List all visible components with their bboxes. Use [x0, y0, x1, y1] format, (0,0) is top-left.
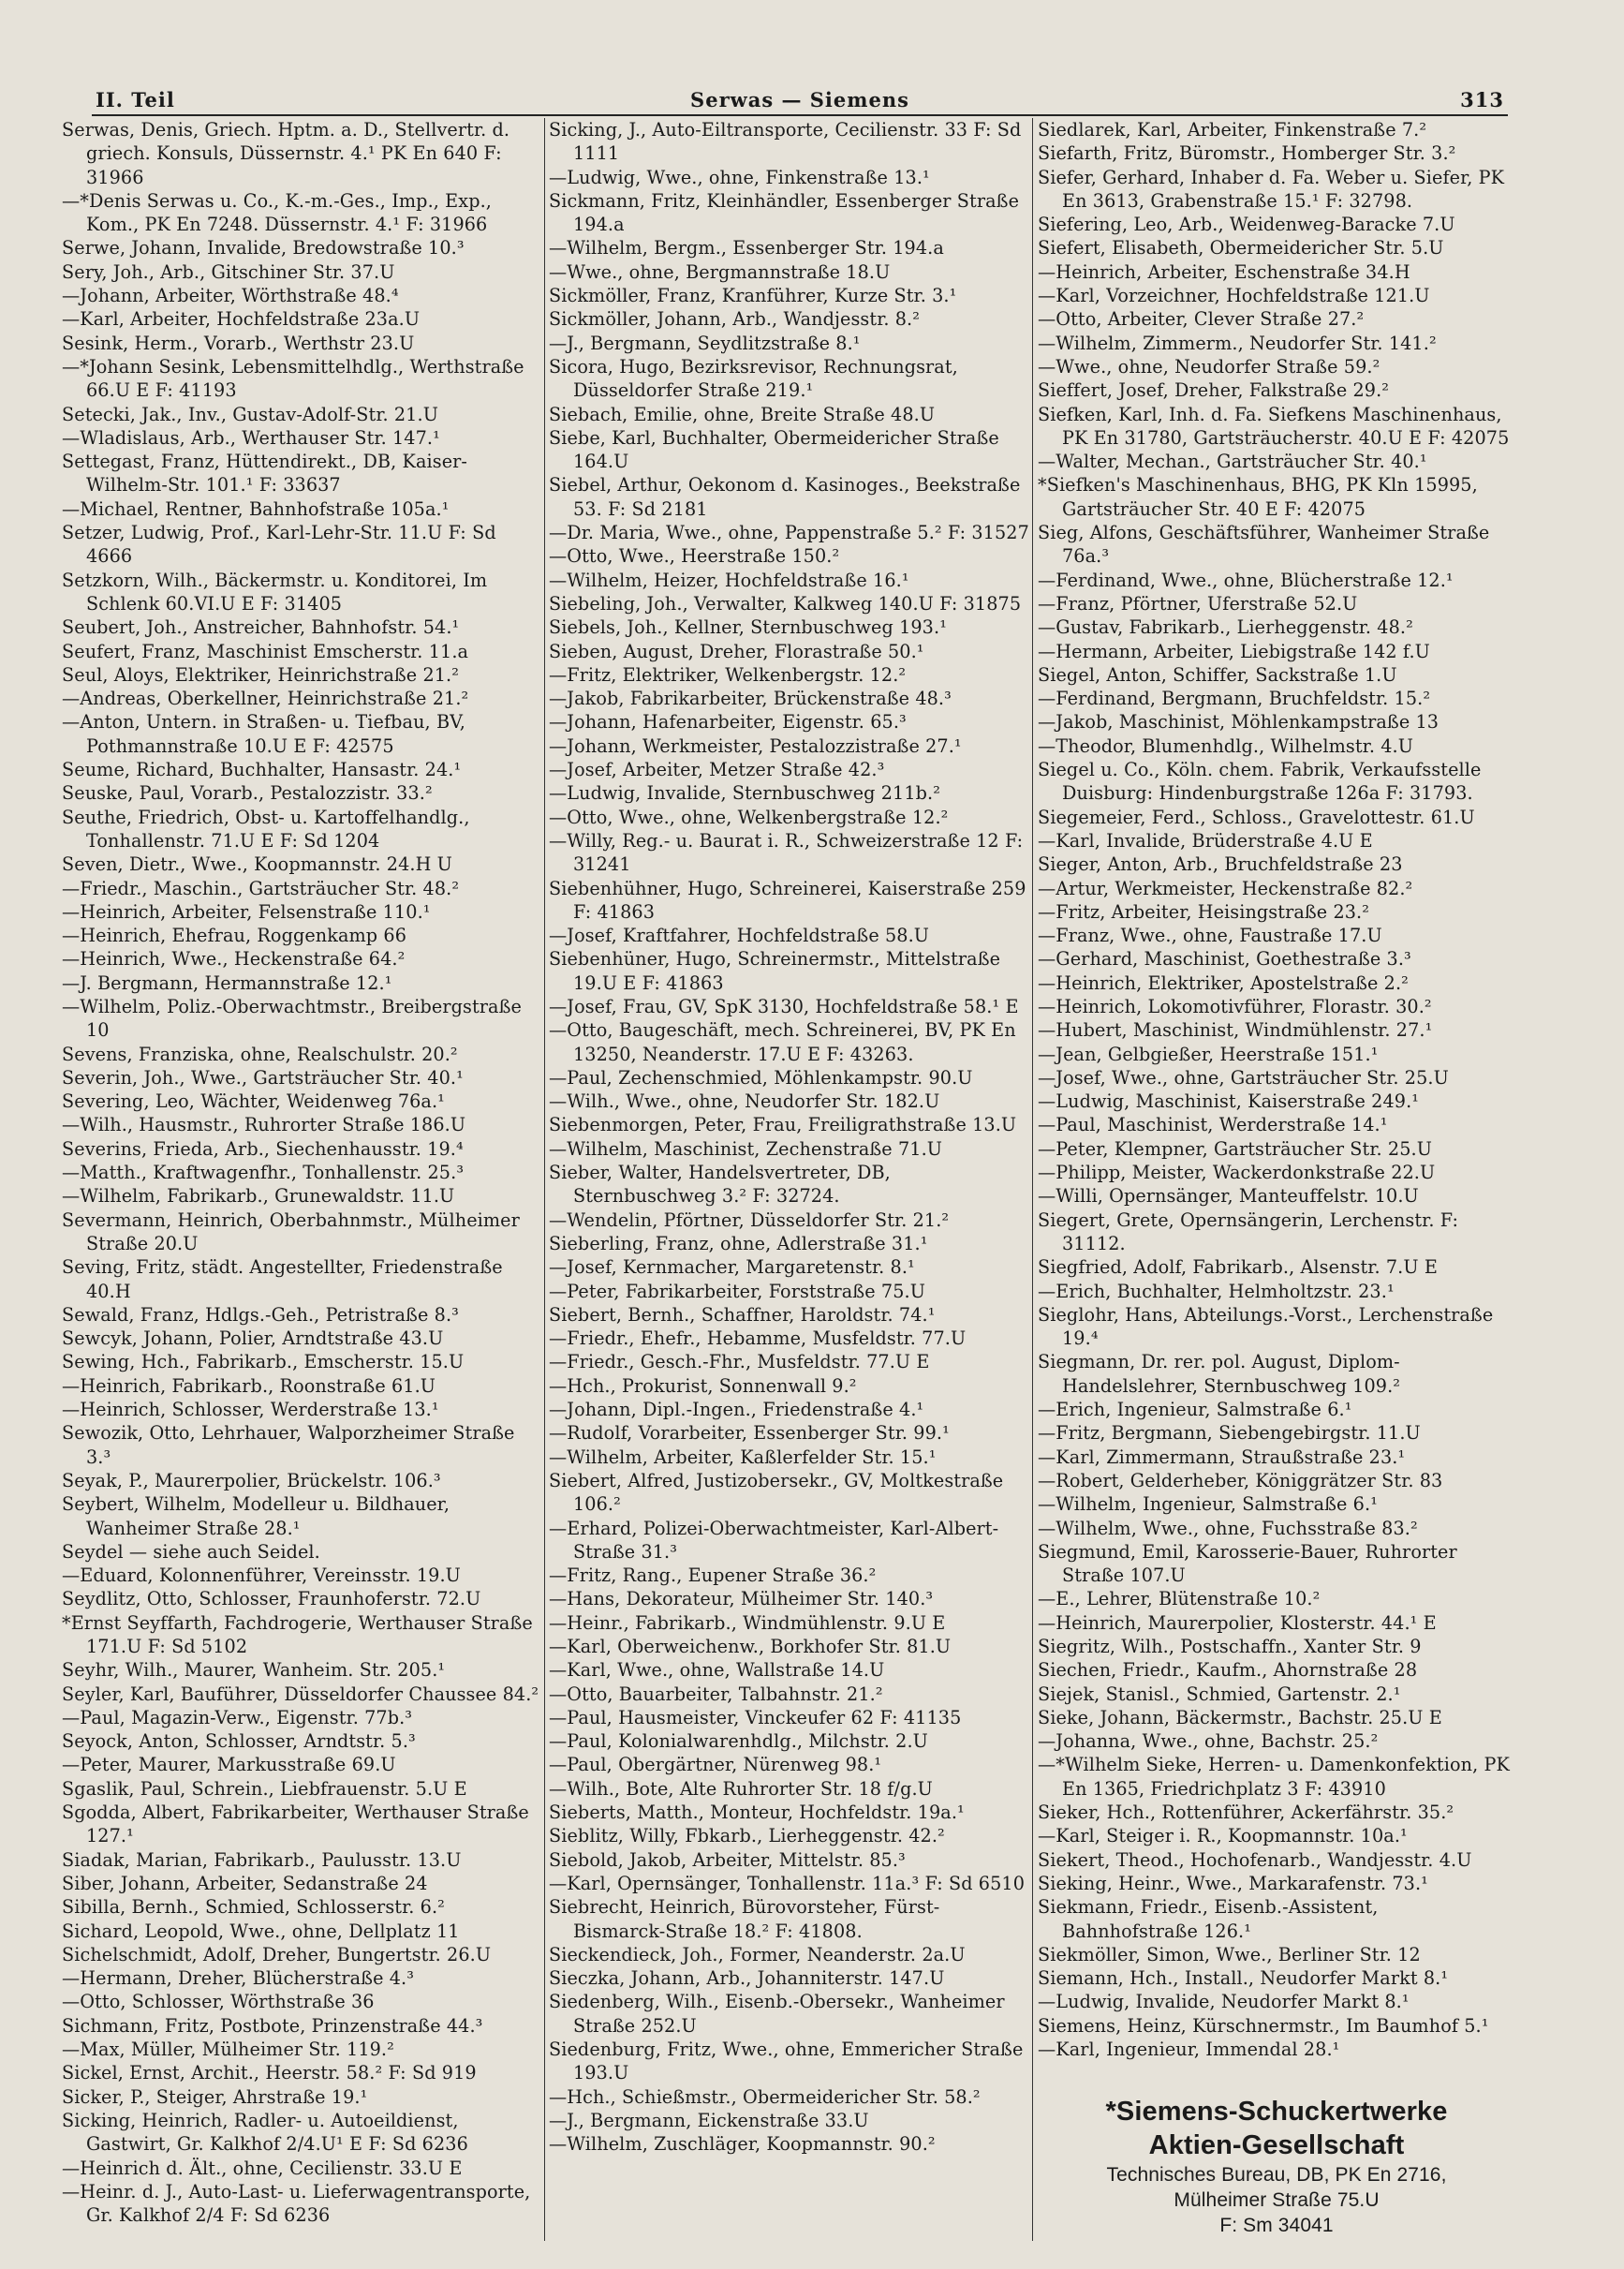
column-1	[62, 118, 543, 2241]
directory-entry: Siebeling, Joh., Verwalter, Kalkweg 140.U F: 31875	[549, 592, 1022, 615]
directory-entry: —Dr. Maria, Wwe., ohne, Pappenstraße 5.² F: 31527	[549, 522, 1029, 544]
directory-entry: Siebenmorgen, Peter, Frau, Freiligrathstraße 13.U	[549, 1114, 1017, 1136]
directory-entry: —Wilhelm, Arbeiter, Kaßlerfelder Str. 15.¹	[549, 1446, 937, 1468]
directory-entry: Sickmöller, Johann, Arb., Wandjesstr. 8.²	[549, 308, 921, 331]
directory-entry: Sesink, Herm., Vorarb., Werthstr 23.U	[62, 332, 415, 354]
directory-entry: Severins, Frieda, Arb., Siechenhausstr. 19.⁴	[62, 1137, 464, 1160]
directory-entry: Sieking, Heinr., Wwe., Markarafenstr. 73.¹	[1038, 1872, 1428, 1894]
directory-entry: —Hermann, Dreher, Blücherstraße 4.³	[62, 1967, 415, 1990]
directory-entry: Seufert, Franz, Maschinist Emscherstr. 11.a	[62, 640, 469, 662]
directory-entry: Siebach, Emilie, ohne, Breite Straße 48.U	[549, 403, 936, 425]
column-divider	[544, 118, 545, 2241]
directory-entry: —J., Bergmann, Seydlitzstraße 8.¹	[549, 332, 861, 354]
directory-entry: —Paul, Kolonialwarenhdlg., Milchstr. 2.U	[549, 1730, 928, 1753]
directory-entry: —Peter, Maurer, Markusstraße 69.U	[62, 1754, 396, 1776]
directory-entry: —Karl, Steiger i. R., Koopmannstr. 10a.¹	[1038, 1825, 1408, 1847]
directory-entry: Siejek, Stanisl., Schmied, Gartenstr. 2.¹	[1038, 1683, 1401, 1705]
directory-entry: Siefarth, Fritz, Büromstr., Homberger Str. 3.²	[1038, 142, 1456, 165]
directory-entry: *Ernst Seyffarth, Fachdrogerie, Werthauser Straße 171.U F: Sd 5102	[62, 1611, 533, 1657]
directory-entry: Sewozik, Otto, Lehrhauer, Walporzheimer Straße 3.³	[62, 1422, 515, 1468]
directory-entry: Serwas, Denis, Griech. Hptm. a. D., Stellvertr. d. griech. Konsuls, Düssernstr. 4.¹ PK En 640 F: 31966	[62, 119, 510, 188]
directory-entry: —*Johann Sesink, Lebensmittelhdlg., Werthstraße 66.U E F: 41193	[62, 355, 524, 402]
directory-entry: Seydel — siehe auch Seidel.	[62, 1540, 320, 1563]
directory-entry: Siekert, Theod., Hochofenarb., Wandjesstr. 4.U	[1038, 1848, 1472, 1871]
directory-entry: Severing, Leo, Wächter, Weidenweg 76a.¹	[62, 1090, 445, 1113]
directory-entry: Sickmann, Fritz, Kleinhändler, Essenberger Straße 194.a	[549, 189, 1020, 236]
directory-entry: —Walter, Mechan., Gartsträucher Str. 40.¹	[1038, 451, 1427, 473]
directory-entry: Siekmann, Friedr., Eisenb.-Assistent, Bahnhofstraße 126.¹	[1038, 1896, 1379, 1942]
directory-entry: Siegfried, Adolf, Fabrikarb., Alsenstr. 7.U E	[1038, 1256, 1438, 1279]
directory-entry: —Franz, Pförtner, Uferstraße 52.U	[1038, 592, 1358, 615]
directory-entry: —Peter, Fabrikarbeiter, Forststraße 75.U	[549, 1280, 925, 1302]
page-header	[92, 86, 1508, 116]
directory-entry: —Wladislaus, Arb., Werthauser Str. 147.¹	[62, 426, 440, 449]
directory-entry: Setzer, Ludwig, Prof., Karl-Lehr-Str. 11.U F: Sd 4666	[62, 522, 496, 568]
directory-entry: Sewald, Franz, Hdlgs.-Geh., Petristraße 8.³	[62, 1303, 459, 1326]
directory-entry: Sieberling, Franz, ohne, Adlerstraße 31.¹	[549, 1232, 928, 1254]
directory-entry: —Heinrich, Maurerpolier, Klosterstr. 44.¹ E	[1038, 1611, 1437, 1634]
advert-phone-line: F: Sm 34041	[1219, 2215, 1334, 2237]
directory-entry: —Heinrich, Ehefrau, Roggenkamp 66	[62, 925, 407, 947]
directory-entry: —Robert, Gelderheber, Königgrätzer Str. 83	[1038, 1469, 1443, 1491]
directory-entry: —Hch., Prokurist, Sonnenwall 9.²	[549, 1374, 857, 1397]
directory-entry: —Wilhelm, Wwe., ohne, Fuchsstraße 83.²	[1038, 1517, 1418, 1539]
directory-entry: Sgaslik, Paul, Schrein., Liebfrauenstr. 5.U E	[62, 1777, 467, 1800]
directory-entry: Siebenhühner, Hugo, Schreinerei, Kaiserstraße 259 F: 41863	[549, 877, 1026, 923]
directory-entry: —Josef, Kraftfahrer, Hochfeldstraße 58.U	[549, 925, 930, 947]
directory-entry: —Erich, Buchhalter, Helmholtzstr. 23.¹	[1038, 1280, 1395, 1302]
directory-entry: Siebold, Jakob, Arbeiter, Mittelstr. 85.³	[549, 1848, 906, 1871]
directory-entry: —Heinrich, Lokomotivführer, Florastr. 30.²	[1038, 995, 1432, 1017]
directory-entry: —Hch., Schießmstr., Obermeidericher Str. 58.²	[549, 2085, 981, 2108]
directory-entry: Siegert, Grete, Opernsängerin, Lerchenstr. F: 31112.	[1038, 1209, 1459, 1254]
column-3	[1038, 118, 1515, 2241]
directory-entry: —Andreas, Oberkellner, Heinrichstraße 21.²	[62, 688, 469, 710]
directory-entry: Seybert, Wilhelm, Modelleur u. Bildhauer, Wanheimer Straße 28.¹	[62, 1493, 450, 1539]
directory-entry: —Gustav, Fabrikarb., Lierheggenstr. 48.²	[1038, 616, 1413, 639]
directory-entry: Siegel, Anton, Schiffer, Sackstraße 1.U	[1038, 663, 1397, 686]
directory-entry: —Willy, Reg.- u. Baurat i. R., Schweizerstraße 12 F: 31241	[549, 829, 1024, 876]
directory-entry: —Erhard, Polizei-Oberwachtmeister, Karl-Albert-Straße 31.³	[549, 1517, 999, 1563]
directory-entry: Seydlitz, Otto, Schlosser, Fraunhoferstr. 72.U	[62, 1588, 481, 1610]
directory-entry: —Karl, Oberweichenw., Borkhofer Str. 81.U	[549, 1636, 952, 1657]
directory-entry: —Fritz, Arbeiter, Heisingstraße 23.²	[1038, 900, 1370, 923]
directory-entry: —Karl, Vorzeichner, Hochfeldstraße 121.U	[1038, 285, 1430, 307]
directory-entry: Siegritz, Wilh., Postschaffn., Xanter Str. 9	[1038, 1636, 1422, 1657]
siemens-advert	[1038, 2095, 1515, 2238]
advert-office-line: Technisches Bureau, DB, PK En 2716,	[1106, 2164, 1447, 2187]
directory-entry: Siegel u. Co., Köln. chem. Fabrik, Verkaufsstelle Duisburg: Hindenburgstraße 126a F: 31793.	[1038, 759, 1482, 805]
directory-entry: —Ludwig, Wwe., ohne, Finkenstraße 13.¹	[549, 166, 930, 188]
directory-entry: Sichard, Leopold, Wwe., ohne, Dellplatz 11	[62, 1920, 460, 1942]
directory-entry: —Willi, Opernsänger, Manteuffelstr. 10.U	[1038, 1185, 1419, 1208]
directory-entry: Sevens, Franziska, ohne, Realschulstr. 20.²	[62, 1043, 458, 1065]
directory-entry: —Fritz, Bergmann, Siebengebirgstr. 11.U	[1038, 1422, 1421, 1445]
directory-entry: Siebrecht, Heinrich, Bürovorsteher, Fürst-Bismarck-Straße 18.² F: 41808.	[549, 1896, 940, 1942]
directory-entry: —Ferdinand, Bergmann, Bruchfeldstr. 15.²	[1038, 688, 1431, 710]
advert-company-name: *Siemens-Schuckertwerke	[1105, 2097, 1448, 2128]
directory-entry: Seyhr, Wilh., Maurer, Wanheim. Str. 205.¹	[62, 1659, 446, 1682]
directory-entry: —Otto, Wwe., Heerstraße 150.²	[549, 545, 840, 568]
directory-entry: Sichmann, Fritz, Postbote, Prinzenstraße 44.³	[62, 2014, 483, 2037]
directory-entry: —Karl, Invalide, Brüderstraße 4.U E	[1038, 829, 1373, 852]
directory-entry: Seubert, Joh., Anstreicher, Bahnhofstr. 54.¹	[62, 616, 460, 639]
directory-entry: —Johann, Dipl.-Ingen., Friedenstraße 4.¹	[549, 1399, 924, 1421]
directory-entry: —Heinrich d. Ält., ohne, Cecilienstr. 33.U E	[62, 2157, 463, 2179]
directory-entry: —J., Bergmann, Eickenstraße 33.U	[549, 2109, 869, 2131]
directory-entry: Siegmann, Dr. rer. pol. August, Diplom-Handelslehrer, Sternbuschweg 109.²	[1038, 1351, 1401, 1397]
directory-entry: —Otto, Schlosser, Wörthstraße 36	[62, 1991, 375, 2013]
directory-entry: —*Denis Serwas u. Co., K.-m.-Ges., Imp., Exp., Kom., PK En 7248. Düssernstr. 4.¹ F: 31966	[62, 189, 492, 236]
section-label: II. Teil	[96, 88, 175, 111]
directory-entry: —Gerhard, Maschinist, Goethestraße 3.³	[1038, 948, 1411, 971]
directory-entry: —Johann, Arbeiter, Wörthstraße 48.⁴	[62, 285, 399, 307]
directory-entry: —Wilh., Hausmstr., Ruhrorter Straße 186.U	[62, 1114, 466, 1136]
directory-entry: Sicker, P., Steiger, Ahrstraße 19.¹	[62, 2085, 368, 2108]
directory-entry: —Josef, Arbeiter, Metzer Straße 42.³	[549, 759, 885, 781]
directory-entry: Sibilla, Bernh., Schmied, Schlosserstr. 6.²	[62, 1896, 445, 1919]
directory-entry: Sewing, Hch., Fabrikarb., Emscherstr. 15.U	[62, 1351, 465, 1373]
directory-entry: —Anton, Untern. in Straßen- u. Tiefbau, BV, Pothmannstraße 10.U E F: 42575	[62, 711, 465, 757]
directory-entry: —Jean, Gelbgießer, Heerstraße 151.¹	[1038, 1043, 1379, 1065]
directory-entry: —Otto, Arbeiter, Clever Straße 27.²	[1038, 308, 1365, 331]
directory-entry: —Wilh., Bote, Alte Ruhrorter Str. 18 f/g.U	[549, 1777, 933, 1800]
directory-entry: —Paul, Obergärtner, Nürenweg 98.¹	[549, 1754, 882, 1776]
directory-entry: Siebenhüner, Hugo, Schreinermstr., Mittelstraße 19.U E F: 41863	[549, 948, 1001, 994]
directory-entry: Sieger, Anton, Arb., Bruchfeldstraße 23	[1038, 853, 1403, 876]
directory-entry: Siemann, Hch., Install., Neudorfer Markt 8.¹	[1038, 1967, 1449, 1990]
directory-entry: Seyock, Anton, Schlosser, Arndtstr. 5.³	[62, 1730, 416, 1753]
directory-entry: Seume, Richard, Buchhalter, Hansastr. 24.¹	[62, 759, 462, 781]
directory-entry: Sieczka, Johann, Arb., Johanniterstr. 147.U	[549, 1967, 945, 1990]
directory-entry: —Wilhelm, Fabrikarb., Grunewaldstr. 11.U	[62, 1185, 455, 1208]
directory-entry: —Ludwig, Invalide, Neudorfer Markt 8.¹	[1038, 1991, 1410, 2013]
directory-entry: —Wilhelm, Ingenieur, Salmstraße 6.¹	[1038, 1493, 1378, 1516]
directory-entry: Siedlarek, Karl, Arbeiter, Finkenstraße 7.²	[1038, 119, 1427, 141]
directory-entry: *Siefken's Maschinenhaus, BHG, PK Kln 15995, Gartsträucher Str. 40 E F: 42075	[1038, 474, 1478, 520]
directory-entry: —Friedr., Gesch.-Fhr., Musfeldstr. 77.U E	[549, 1351, 930, 1373]
column-2	[549, 118, 1030, 2241]
directory-entry: —Josef, Wwe., ohne, Gartsträucher Str. 25.U	[1038, 1066, 1449, 1089]
directory-entry: —Karl, Zimmermann, Straußstraße 23.¹	[1038, 1446, 1406, 1468]
directory-entry: Seving, Fritz, städt. Angestellter, Friedenstraße 40.H	[62, 1256, 503, 1302]
directory-entry: —E., Lehrer, Blütenstraße 10.²	[1038, 1588, 1321, 1610]
directory-entry: —Otto, Bauarbeiter, Talbahnstr. 21.²	[549, 1683, 883, 1705]
directory-entry: —Wilhelm, Heizer, Hochfeldstraße 16.¹	[549, 569, 909, 591]
directory-entry: Sickmöller, Franz, Kranführer, Kurze Str. 3.¹	[549, 285, 957, 307]
directory-entry: —Artur, Werkmeister, Heckenstraße 82.²	[1038, 877, 1413, 899]
directory-entry: Siadak, Marian, Fabrikarb., Paulusstr. 13.U	[62, 1848, 462, 1871]
directory-entry: —Peter, Klempner, Gartsträucher Str. 25.U	[1038, 1137, 1433, 1160]
directory-entry: —Jakob, Fabrikarbeiter, Brückenstraße 48.³	[549, 688, 952, 710]
directory-entry: Siedenberg, Wilh., Eisenb.-Obersekr., Wanheimer Straße 252.U	[549, 1991, 1005, 2037]
directory-entry: Siefering, Leo, Arb., Weidenweg-Baracke 7.U	[1038, 214, 1455, 236]
directory-entry: Sicora, Hugo, Bezirksrevisor, Rechnungsrat, Düsseldorfer Straße 219.¹	[549, 355, 958, 402]
directory-entry: —Eduard, Kolonnenführer, Vereinsstr. 19.U	[62, 1565, 461, 1587]
directory-entry: —Hermann, Arbeiter, Liebigstraße 142 f.U	[1038, 640, 1430, 662]
directory-entry: Siegmund, Emil, Karosserie-Bauer, Ruhrorter Straße 107.U	[1038, 1540, 1457, 1587]
directory-entry: —Wilhelm, Bergm., Essenberger Str. 194.a	[549, 237, 944, 260]
directory-entry: —Max, Müller, Mülheimer Str. 119.²	[62, 2039, 394, 2061]
directory-entry: —Theodor, Blumenhdlg., Wilhelmstr. 4.U	[1038, 734, 1414, 757]
directory-entry: Settegast, Franz, Hüttendirekt., DB, Kaiser-Wilhelm-Str. 101.¹ F: 33637	[62, 451, 467, 497]
directory-entry: Setzkorn, Wilh., Bäckermstr. u. Konditorei, Im Schlenk 60.VI.U E F: 31405	[62, 569, 488, 615]
directory-entry: Siegemeier, Ferd., Schloss., Gravelottestr. 61.U	[1038, 806, 1475, 828]
directory-entry: —Josef, Frau, GV, SpK 3130, Hochfeldstraße 58.¹ E	[549, 995, 1019, 1017]
directory-entry: —Wilhelm, Zimmerm., Neudorfer Str. 141.²	[1038, 332, 1437, 354]
directory-entry: —Karl, Arbeiter, Hochfeldstraße 23a.U	[62, 308, 421, 331]
directory-entry: —Paul, Magazin-Verw., Eigenstr. 77b.³	[62, 1706, 413, 1728]
directory-entry: Sickel, Ernst, Archit., Heerstr. 58.² F: Sd 919	[62, 2062, 477, 2084]
directory-entry: —Ludwig, Invalide, Sternbuschweg 211b.²	[549, 782, 941, 805]
directory-entry: Serwe, Johann, Invalide, Bredowstraße 10.³	[62, 237, 465, 260]
directory-entry: Siebert, Bernh., Schaffner, Haroldstr. 74.¹	[549, 1303, 936, 1326]
directory-entry: —Heinrich, Wwe., Heckenstraße 64.²	[62, 948, 406, 971]
directory-entry: —Otto, Wwe., ohne, Welkenbergstraße 12.²	[549, 806, 949, 828]
advert-company-type: Aktien-Gesellschaft	[1148, 2130, 1405, 2161]
directory-entry: Siefken, Karl, Inh. d. Fa. Siefkens Maschinenhaus, PK En 31780, Gartsträucherstr. 40.U E F: 42075	[1038, 403, 1510, 449]
directory-entry: —Paul, Maschinist, Werderstraße 14.¹	[1038, 1114, 1388, 1136]
directory-entry: Seyler, Karl, Bauführer, Düsseldorfer Chaussee 84.²	[62, 1683, 539, 1705]
directory-entry: —Fritz, Elektriker, Welkenbergstr. 12.²	[549, 663, 907, 686]
directory-entry: —Johann, Hafenarbeiter, Eigenstr. 65.³	[549, 711, 907, 734]
directory-entry: Siefer, Gerhard, Inhaber d. Fa. Weber u. Siefer, PK En 3613, Grabenstraße 15.¹ F: 32798.	[1038, 166, 1505, 212]
directory-entry: —Franz, Wwe., ohne, Faustraße 17.U	[1038, 925, 1382, 947]
directory-entry: —*Wilhelm Sieke, Herren- u. Damenkonfektion, PK En 1365, Friedrichplatz 3 F: 43910	[1038, 1754, 1510, 1800]
directory-entry: Siekmöller, Simon, Wwe., Berliner Str. 12	[1038, 1943, 1421, 1965]
directory-entry: —Heinrich, Arbeiter, Eschenstraße 34.H	[1038, 260, 1410, 283]
directory-entry: —Philipp, Meister, Wackerdonkstraße 22.U	[1038, 1162, 1436, 1184]
directory-entry: —Karl, Opernsänger, Tonhallenstr. 11a.³ F: Sd 6510	[549, 1872, 1026, 1894]
column-divider	[1032, 118, 1033, 2241]
directory-entry: —Paul, Hausmeister, Vinckeufer 62 F: 41135	[549, 1706, 962, 1728]
directory-entry: Sgodda, Albert, Fabrikarbeiter, Werthauser Straße 127.¹	[62, 1802, 529, 1847]
directory-entry: —Matth., Kraftwagenfhr., Tonhallenstr. 25.³	[62, 1162, 465, 1184]
directory-entry: —Friedr., Ehefr., Hebamme, Musfeldstr. 77.U	[549, 1327, 967, 1350]
directory-entry: —Ludwig, Maschinist, Kaiserstraße 249.¹	[1038, 1090, 1420, 1113]
directory-entry: —Hubert, Maschinist, Windmühlenstr. 27.¹	[1038, 1019, 1433, 1042]
directory-entry: —Heinr., Fabrikarb., Windmühlenstr. 9.U E	[549, 1611, 946, 1634]
directory-entry: —J. Bergmann, Hermannstraße 12.¹	[62, 971, 392, 994]
directory-entry: Sieglohr, Hans, Abteilungs.-Vorst., Lerchenstraße 19.⁴	[1038, 1303, 1494, 1350]
directory-entry: Siebel, Arthur, Oekonom d. Kasinoges., Beekstraße 53. F: Sd 2181	[549, 474, 1021, 520]
directory-entry: —Josef, Kernmacher, Margaretenstr. 8.¹	[549, 1256, 915, 1279]
advert-address-line: Mülheimer Straße 75.U	[1174, 2189, 1380, 2212]
directory-entry: Sicking, Heinrich, Radler- u. Autoeildienst, Gastwirt, Gr. Kalkhof 2/4.U¹ E F: Sd 6236	[62, 2109, 468, 2156]
directory-entry: Siebe, Karl, Buchhalter, Obermeidericher Straße 164.U	[549, 426, 999, 473]
directory-entry: —Karl, Wwe., ohne, Wallstraße 14.U	[549, 1659, 885, 1682]
directory-entry: Sewcyk, Johann, Polier, Arndtstraße 43.U	[62, 1327, 444, 1350]
directory-entry: Sieberts, Matth., Monteur, Hochfeldstr. 19a.¹	[549, 1802, 965, 1824]
column-3-entries	[1038, 118, 1515, 2061]
directory-entry: —Erich, Ingenieur, Salmstraße 6.¹	[1038, 1399, 1352, 1421]
directory-entry: —Hans, Dekorateur, Mülheimer Str. 140.³	[549, 1588, 934, 1610]
directory-entry: Setecki, Jak., Inv., Gustav-Adolf-Str. 21.U	[62, 403, 438, 425]
directory-entry: Siefert, Elisabeth, Obermeidericher Str. 5.U	[1038, 237, 1444, 260]
directory-entry: Sieg, Alfons, Geschäftsführer, Wanheimer Straße 76a.³	[1038, 522, 1490, 568]
running-title: Serwas — Siemens	[690, 88, 909, 111]
directory-entry: Severin, Joh., Wwe., Gartsträucher Str. 40.¹	[62, 1066, 464, 1089]
directory-entry: Seuske, Paul, Vorarb., Pestalozzistr. 33.²	[62, 782, 433, 805]
directory-entry: Sieker, Hch., Rottenführer, Ackerfährstr. 35.²	[1038, 1802, 1454, 1824]
directory-entry: —Karl, Ingenieur, Immendal 28.¹	[1038, 2039, 1340, 2061]
directory-entry: Sieke, Johann, Bäckermstr., Bachstr. 25.U E	[1038, 1706, 1442, 1728]
directory-entry: —Wendelin, Pförtner, Düsseldorfer Str. 21.²	[549, 1209, 950, 1231]
directory-entry: —Fritz, Rang., Eupener Straße 36.²	[549, 1565, 877, 1587]
directory-entry: —Heinr. d. J., Auto-Last- u. Lieferwagentransporte, Gr. Kalkhof 2/4 F: Sd 6236	[62, 2180, 531, 2227]
directory-entry: —Johann, Werkmeister, Pestalozzistraße 27.¹	[549, 734, 962, 757]
directory-entry: Siber, Johann, Arbeiter, Sedanstraße 24	[62, 1872, 428, 1894]
directory-entry: Seven, Dietr., Wwe., Koopmannstr. 24.H U	[62, 853, 452, 876]
directory-entry: —Johanna, Wwe., ohne, Bachstr. 25.²	[1038, 1730, 1379, 1753]
directory-entry: Siechen, Friedr., Kaufm., Ahornstraße 28	[1038, 1659, 1418, 1682]
directory-entry: Siedenburg, Fritz, Wwe., ohne, Emmericher Straße 193.U	[549, 2039, 1024, 2084]
directory-entry: —Paul, Zechenschmied, Möhlenkampstr. 90.U	[549, 1066, 973, 1089]
directory-entry: —Heinrich, Arbeiter, Felsenstraße 110.¹	[62, 900, 431, 923]
page-number: 313	[1460, 88, 1504, 111]
directory-entry: Sieben, August, Dreher, Florastraße 50.¹	[549, 640, 924, 662]
directory-entry: Siebels, Joh., Kellner, Sternbuschweg 193.¹	[549, 616, 947, 639]
directory-entry: —Rudolf, Vorarbeiter, Essenberger Str. 99.¹	[549, 1422, 950, 1445]
directory-entry: —Wwe., ohne, Neudorfer Straße 59.²	[1038, 355, 1380, 378]
directory-entry: —Wilhelm, Zuschläger, Koopmannstr. 90.²	[549, 2133, 936, 2156]
directory-entry: —Friedr., Maschin., Gartsträucher Str. 48.²	[62, 877, 460, 899]
directory-entry: Severmann, Heinrich, Oberbahnmstr., Mülheimer Straße 20.U	[62, 1209, 520, 1254]
directory-entry: Seul, Aloys, Elektriker, Heinrichstraße 21.²	[62, 663, 460, 686]
directory-entry: Sery, Joh., Arb., Gitschiner Str. 37.U	[62, 260, 395, 283]
directory-entry: —Heinrich, Elektriker, Apostelstraße 2.²	[1038, 971, 1409, 994]
directory-entry: —Heinrich, Schlosser, Werderstraße 13.¹	[62, 1399, 439, 1421]
directory-entry: Sicking, J., Auto-Eiltransporte, Cecilienstr. 33 F: Sd 1111	[549, 119, 1022, 165]
directory-entry: —Jakob, Maschinist, Möhlenkampstraße 13	[1038, 711, 1439, 734]
directory-entry: —Wilhelm, Poliz.-Oberwachtmstr., Breibergstraße 10	[62, 995, 522, 1042]
directory-entry: —Wilh., Wwe., ohne, Neudorfer Str. 182.U	[549, 1090, 940, 1113]
directory-entry: Siemens, Heinz, Kürschnermstr., Im Baumhof 5.¹	[1038, 2014, 1489, 2037]
directory-entry: —Otto, Baugeschäft, mech. Schreinerei, BV, PK En 13250, Neanderstr. 17.U E F: 43263.	[549, 1019, 1016, 1065]
directory-entry: —Heinrich, Fabrikarb., Roonstraße 61.U	[62, 1374, 436, 1397]
directory-entry: —Wwe., ohne, Bergmannstraße 18.U	[549, 260, 891, 283]
directory-entry: Sieckendieck, Joh., Former, Neanderstr. 2a.U	[549, 1943, 966, 1965]
directory-entry: Sichelschmidt, Adolf, Dreher, Bungertstr. 26.U	[62, 1943, 492, 1965]
directory-entry: Siebert, Alfred, Justizobersekr., GV, Moltkestraße 106.²	[549, 1469, 1004, 1516]
directory-entry: —Wilhelm, Maschinist, Zechenstraße 71.U	[549, 1137, 943, 1160]
directory-entry: Sieblitz, Willy, Fbkarb., Lierheggenstr. 42.²	[549, 1825, 945, 1847]
directory-entry: —Ferdinand, Wwe., ohne, Blücherstraße 12.¹	[1038, 569, 1454, 591]
directory-entry: Seuthe, Friedrich, Obst- u. Kartoffelhandlg., Tonhallenstr. 71.U E F: Sd 1204	[62, 806, 470, 852]
directory-entry: —Michael, Rentner, Bahnhofstraße 105a.¹	[62, 497, 450, 520]
directory-entry: Sieber, Walter, Handelsvertreter, DB, Sternbuschweg 3.² F: 32724.	[549, 1162, 891, 1208]
directory-entry: Sieffert, Josef, Dreher, Falkstraße 29.²	[1038, 379, 1390, 402]
directory-entry: Seyak, P., Maurerpolier, Brückelstr. 106.³	[62, 1469, 441, 1491]
